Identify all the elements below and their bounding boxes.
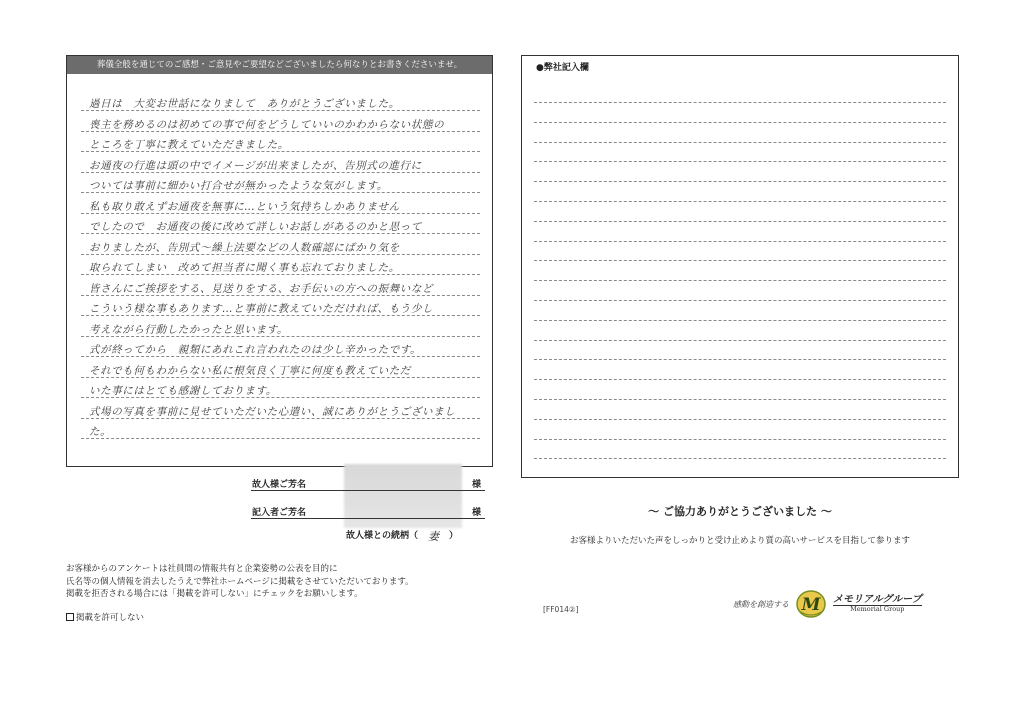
- memorial-m-icon: [795, 589, 827, 619]
- handwritten-line: ついては事前に細かい打合せが無かったような気がします。: [89, 180, 388, 192]
- logo-tagline: 感動を創造する: [733, 599, 789, 609]
- handwritten-line: 取られてしまい 改めて担当者に聞く事も忘れておりました。: [89, 262, 400, 274]
- notice-line: 氏名等の個人情報を消去したうえで弊社ホームページに掲載をさせていただいております。: [66, 576, 414, 587]
- ruled-line: [534, 399, 946, 400]
- ruled-line: [534, 142, 946, 143]
- ruled-line: [534, 221, 946, 222]
- writer-underline: [251, 518, 485, 519]
- company-logo: [733, 589, 922, 619]
- survey-header: 葬儀全般を通じてのご感想・ご意見やご要望などございましたら何なりとお書きくださいませ。: [67, 56, 492, 74]
- ruled-line: [534, 419, 946, 420]
- thanks-sub: お客様よりいただいた声をしっかりと受け止めより質の高いサービスを目指して参ります: [569, 536, 910, 546]
- ruled-line: [534, 201, 946, 202]
- notice-line: 掲載を拒否される場合には「掲載を許可しない」にチェックをお願いします。: [66, 589, 363, 599]
- handwritten-line: 式が終ってから 親類にあれこれ言われたのは少し辛かったです。: [89, 344, 422, 356]
- handwritten-line: こういう様な事もあります…と事前に教えていただければ、もう少し: [89, 303, 434, 315]
- handwritten-line: それでも何もわからない私に根気良く丁寧に何度も教えていただ: [89, 364, 411, 377]
- ruled-line: [534, 102, 946, 103]
- ruled-line: [534, 280, 946, 281]
- form-code: [FF014②]: [543, 605, 579, 614]
- thanks-message: ～ ご協力ありがとうございました ～: [648, 505, 832, 518]
- ruled-line: [81, 438, 480, 439]
- handwritten-line: 過日は 大変お世話になりまして ありがとうございました。: [89, 98, 400, 110]
- relation-label: 故人様との続柄（: [346, 531, 419, 541]
- company-title: ●弊社記入欄: [536, 63, 589, 73]
- deceased-suffix: 様: [472, 480, 482, 490]
- publication-notice: [66, 563, 414, 601]
- handwritten-line: おりましたが、告別式～繰上法要などの人数確認にばかり気を: [89, 241, 400, 254]
- ruled-line: [534, 320, 946, 321]
- logo-mark-letter: M: [801, 595, 821, 615]
- logo-name-en: Memorial Group: [833, 605, 922, 613]
- survey-panel: [66, 55, 493, 518]
- relation-close: ）: [449, 531, 459, 541]
- ruled-line: [534, 340, 946, 341]
- notice-line: お客様からのアンケートは社員間の情報共有と企業姿勢の公表を目的に: [66, 564, 338, 574]
- ruled-line: [534, 260, 946, 261]
- ruled-line: [534, 359, 946, 360]
- ruled-line: [534, 241, 946, 242]
- ruled-line: [534, 300, 946, 301]
- deceased-label: 故人様ご芳名: [252, 480, 307, 490]
- company-panel: [521, 55, 959, 478]
- handwritten-line: 皆さんにご挨拶をする、見送りをする、お手伝いの方への振舞いなど: [89, 282, 434, 295]
- writer-suffix: 様: [472, 508, 482, 518]
- publish-permission-checkbox[interactable]: [66, 613, 74, 621]
- handwritten-line: 考えながら行動したかったと思います。: [89, 323, 288, 336]
- handwritten-line: 式場の写真を事前に見せていただいた心遣い、誠にありがとうございまし: [89, 405, 456, 418]
- ruled-line: [534, 181, 946, 182]
- ruled-line: [534, 379, 946, 380]
- relation-row: [346, 528, 458, 544]
- handwritten-line: お通夜の行進は頭の中でイメージが出来ましたが、告別式の進行に: [89, 159, 422, 172]
- handwritten-line: た。: [89, 426, 112, 438]
- handwritten-line: 喪主を務めるのは初めての事で何をどうしていいのかわからない状態の: [89, 118, 445, 131]
- ruled-line: [534, 122, 946, 123]
- deceased-underline: [251, 490, 485, 491]
- writer-label: 記入者ご芳名: [252, 508, 307, 518]
- logo-text: [833, 594, 922, 613]
- publish-permission-row[interactable]: [66, 611, 144, 623]
- ruled-line: [534, 439, 946, 440]
- ruled-line: [534, 458, 946, 459]
- handwritten-line: いた事にはとても感謝しております。: [89, 385, 277, 397]
- handwritten-line: ところを丁寧に教えていただきました。: [89, 139, 289, 151]
- relation-value: 妻: [428, 530, 440, 543]
- logo-name-jp: メモリアルグループ: [833, 594, 922, 606]
- handwritten-line: 私も取り敢えずお通夜を無事に…という気持ちしかありません: [89, 200, 400, 213]
- ruled-line: [534, 161, 946, 162]
- handwritten-line: でしたので お通夜の後に改めて詳しいお話しがあるのかと思って: [89, 221, 422, 233]
- publish-permission-label: 掲載を許可しない: [76, 613, 145, 623]
